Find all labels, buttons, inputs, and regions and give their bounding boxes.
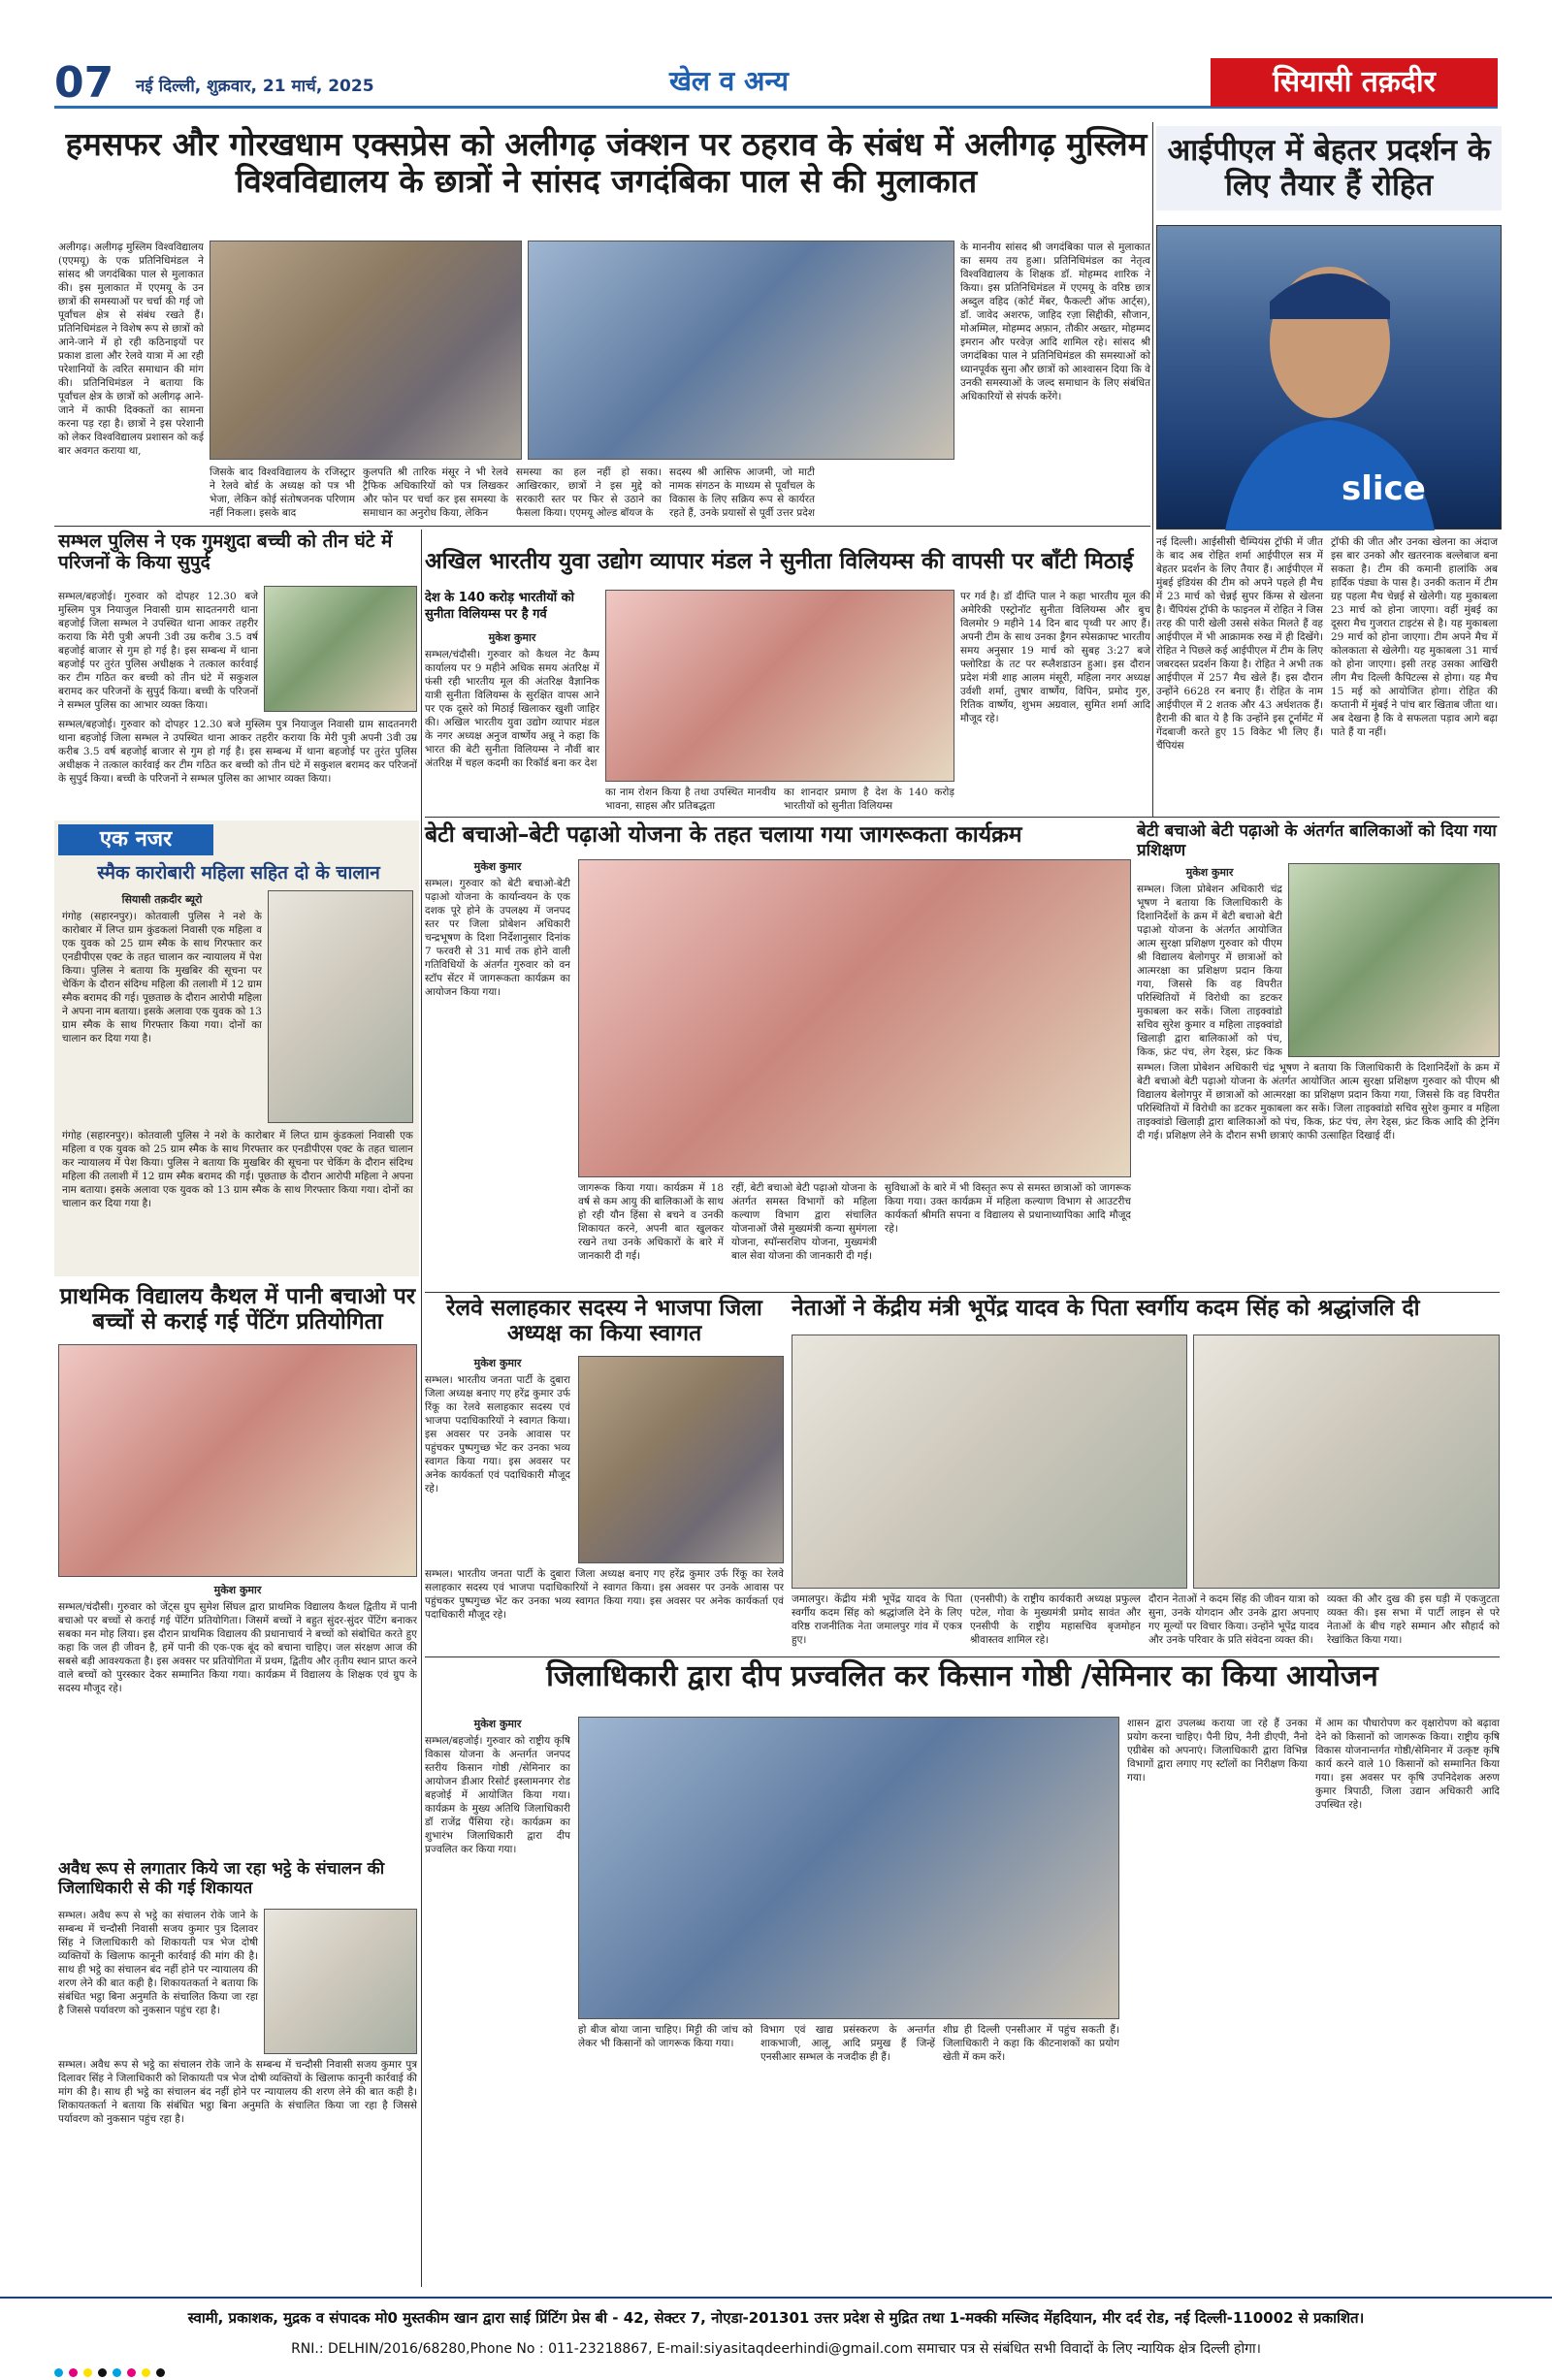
sunita-photo	[605, 590, 954, 782]
column-rule	[1152, 122, 1153, 817]
railway-text-bottom: सम्भल। भारतीय जनता पार्टी के दुबारा जिला अध्यक्ष बनाए गए हरेंद्र कुमार उर्फ रिंकू का रेलवे सलाहकार सदस्य एवं भाजपा पदाधिकारियों ने स्वागत किया। इस अवसर पर उनके आवास पर पहुंचकर पुष्पगुच्छ भेंट कर उनका भव्य स्वागत किया गया। इस अवसर पर अनेक कार्यकर्ता एवं पदाधिकारी मौजूद रहे।	[425, 1568, 784, 1621]
sunita-subhead: देश के 140 करोड़ भारतीयों को सुनीता विलियम्स पर है गर्व	[425, 591, 574, 622]
yellow-mark	[142, 2368, 150, 2377]
amu-photo-1	[210, 241, 522, 460]
sunita-col4: पर गर्व है। डॉ दीप्ति पाल ने कहा भारतीय मूल की अमेरिकी एस्ट्रोनॉट सुनीता विलियम्स और बुच विलमोर 9 महीने 14 दिन बाद पृथ्वी पर आए हैं। अपनी टीम के साथ उनका ड्रैगन स्पेसक्राफ्ट भारतीय समय अनुसार 19 मार्च को सुबह 3:27 बजे फ्लोरिडा के तट पर स्प्लैशडाउन हुआ। इस दौरान प्रदेश मंत्री शाह आलम मंसूरी, महिला नगर अध्यक्ष उर्वशी शर्मा, तुषार वार्ष्णेय, विपिन, प्रमोद गुरु, रितिक वार्ष्णेय, शुभम अग्रवाल, सुमित शर्मा आदि मौजूद रहे।	[960, 591, 1150, 724]
cyan-mark	[113, 2368, 121, 2377]
painting-headline: प्राथमिक विद्यालय कैथल में पानी बचाओ पर बच्चों से कराई गई पेंटिंग प्रतियोगिता	[59, 1284, 416, 1335]
rohit-photo	[1156, 225, 1502, 530]
row-rule	[425, 1292, 1500, 1293]
painting-byline: मुकेश कुमार	[213, 1584, 262, 1596]
row-rule	[425, 1656, 1500, 1657]
beti-col3: रहीं, बेटी बचाओ बेटी पढ़ाओ योजना के अंतर्गत समस्त विभागों को महिला कल्याण विभाग द्वारा संचालित योजनाओं जैसे मुख्यमंत्री कन्या सुमंगला योजना, स्पॉन्सरशिप योजना, मुख्यमंत्री बाल सेवा योजना की जानकारी दी गई।	[731, 1182, 877, 1262]
bhupendra-col4: व्यक्त की और दुख की इस घड़ी में एकजुटता व्यक्त की। इस सभा में पार्टी लाइन से परे नेताओं के बीच गहरे सम्मान और सौहार्द को रेखांकित किया गया।	[1327, 1593, 1500, 1646]
yellow-mark	[83, 2368, 92, 2377]
kisan-headline: जिलाधिकारी द्वारा दीप प्रज्वलित कर किसान गोष्ठी /सेमिनार का किया आयोजन	[546, 1659, 1378, 1693]
bhupendra-headline: नेताओं ने केंद्रीय मंत्री भूपेंद्र यादव के पिता स्वर्गीय कदम सिंह को श्रद्धांजलि दी	[792, 1296, 1420, 1321]
kisan-byline: मुकेश कुमार	[473, 1718, 522, 1730]
row-rule	[54, 526, 1150, 527]
painting-text: सम्भल/चंदौसी। गुरुवार को जेंट्स ग्रुप सुमेश सिंघल द्वारा प्राथमिक विद्यालय कैथल द्वितीय में पानी बचाओ पर बच्चों से कराई गई पेंटिंग प्रतियोगिता। जिसमें बच्चों ने बहुत सुंदर-सुंदर पेंटिंग बनाकर सबका मन मोह लिया। इस दौरान प्राथमिक विद्यालय की प्रधानाचार्य ने बच्चों को संबोधित करते हुए कहा कि जल ही जीवन है, हमें पानी की एक-एक बूंद को बचाना चाहिए। जल संरक्षण आज की सबसे बड़ी आवश्यकता है। इस अवसर पर प्रतियोगिता में प्रथम, द्वितीय और तृतीय स्थान प्राप्त करने वाले बच्चों को पुरस्कार देकर सम्मानित किया गया। कार्यक्रम में विद्यालय के शिक्षक एवं ग्रुप के सदस्य मौजूद रहे।	[58, 1601, 417, 1694]
beti-headline: बेटी बचाओ–बेटी पढ़ाओ योजना के तहत चलाया गया जागरूकता कार्यक्रम	[425, 822, 1022, 848]
beti-training-text-top: सम्भल। जिला प्रोबेशन अधिकारी चंद्र भूषण ने बताया कि जिलाधिकारी के दिशानिर्देशों के क्रम में बेटी बचाओ बेटी पढ़ाओ योजना के अंतर्गत आयोजित आत्म सुरक्षा प्रशिक्षण गुरुवार को पीएम श्री विद्यालय बेलोगपुर में छात्राओं को आत्मरक्षा का प्रशिक्षण प्रदान किया गया, जिससे कि वह विपरीत परिस्थितियों में विरोधी का डटकर मुकाबला कर सकें। जिला ताइक्वांडो सचिव सुरेश कुमार व महिला ताइक्वांडो खिलाड़ी द्वारा बालिकाओं को पंच, किक, फ्रंट पंच, लेग रेड्स, फ्रंट किक	[1137, 884, 1282, 1057]
ek-nazar-headline: स्मैक कारोबारी महिला सहित दो के चालान	[97, 862, 380, 884]
sunita-headline: अखिल भारतीय युवा उद्योग व्यापार मंडल ने सुनीता विलियम्स की वापसी पर बाँटी मिठाई	[425, 549, 1134, 574]
kisan-col6: में आम का पौधारोपण कर वृक्षारोपण को बढ़ावा देने को किसानों को जागरूक किया। राष्ट्रीय कृषि विकास योजनान्तर्गत गोष्ठी/सेमिनार में उत्कृष्ट कृषि कार्य करने वाले 10 किसानों को सम्मानित किया गया। इस अवसर पर कृषि उपनिदेशक अरुण कुमार त्रिपाठी, जिला उद्यान अधिकारी आदि उपस्थित रहे।	[1315, 1718, 1500, 1811]
magenta-mark	[69, 2368, 78, 2377]
amu-col1: अलीगढ़। अलीगढ़ मुस्लिम विश्वविद्यालय (एएमयू) के एक प्रतिनिधिमंडल ने सांसद श्री जगदंबिका पाल से मुलाकात की। इस मुलाकात में एएमयू के उन छात्रों की समस्याओं पर चर्चा की गई जो पूर्वांचल क्षेत्र से संबंध रखते हैं। प्रतिनिधिमंडल ने विशेष रूप से छात्रों को आने-जाने में हो रही कठिनाइयों पर प्रकाश डाला और रेलवे यात्रा में आ रही परेशानियों के त्वरित समाधान की मांग की। प्रतिनिधिमंडल ने बताया कि पूर्वांचल क्षेत्र के छात्रों को अलीगढ़ आने-जाने में काफी दिक्कतों का सामना करना पड़ रहा है। छात्रों ने इस परेशानी को लेकर विश्वविद्यालय प्रशासन को कई बार अवगत कराया था,	[58, 241, 204, 457]
ek-nazar-text: गंगोह (सहारनपुर)। कोतवाली पुलिस ने नशे के कारोबार में लिप्त ग्राम कुंडकलां निवासी एक महिला व एक युवक को 25 ग्राम स्मैक के साथ गिरफ्तार कर एनडीपीएस एक्ट के तहत चालान कर न्यायालय में पेश किया। पुलिस ने बताया कि मुखबिर की सूचना पर चेकिंग के दौरान संदिग्ध महिला की तलाशी में 12 ग्राम स्मैक बरामद की गई। पूछताछ के दौरान आरोपी महिला ने अपना नाम बताया। इसके अलावा एक युवक को 13 ग्राम स्मैक के साथ गिरफ्तार किया गया। दोनों का चालान कर दिया गया है।	[62, 911, 262, 1045]
rohit-headline: आईपीएल में बेहतर प्रदर्शन के लिए तैयार हैं रोहित	[1156, 126, 1502, 210]
bhupendra-col2: (एनसीपी) के राष्ट्रीय कार्यकारी अध्यक्ष प्रफुल्ल पटेल, गोवा के मुख्यमंत्री प्रमोद सावंत और एनसीपी के राष्ट्रीय महासचिव बृजमोहन श्रीवास्तव शामिल रहे।	[970, 1593, 1141, 1646]
bhatta-text-top: सम्भल। अवैध रूप से भट्ठे का संचालन रोके जाने के सम्बन्ध में चन्दौसी निवासी सजय कुमार पुत्र दिलावर सिंह ने जिलाधिकारी को शिकायती पत्र भेज दोषी व्यक्तियों के खिलाफ कानूनी कार्रवाई की मांग की है। साथ ही भट्ठे का संचालन बंद नहीं होने पर न्यायालय की शरण लेने की बात कही है। शिकायतकर्ता ने बताया कि संबंधित भट्ठा बिना अनुमति के संचालित किया जा रहा है जिससे पर्यावरण को नुकसान पहुंच रहा है।	[58, 1910, 258, 2016]
registration-marks	[54, 2363, 1498, 2372]
bhupendra-photo-2	[1193, 1335, 1500, 1589]
railway-headline: रेलवे सलाहकार सदस्य ने भाजपा जिला अध्यक्ष का किया स्वागत	[446, 1296, 762, 1347]
rohit-col1: नई दिल्ली। आईसीसी चैम्पियंस ट्रॉफी में जीत के बाद अब रोहित शर्मा आईपीएल सत्र में बेहतर प्रदर्शन के लिए तैयार हैं। आईपीएल में मुंबई इंडियंस की टीम को अपने पहले ही मैच में 23 मार्च को चेन्नई सुपर किंग्स से खेलना है। चैंपियंस ट्रॉफी के फाइनल में रोहित ने जिस तरह की पारी खेली उससे संकेत मिलते हैं वह आईपीएल में भी आक्रामक रुख में ही दिखेंगे। रोहित ने पिछले कई आईपीएल में टीम के लिए जबरदस्त प्रदर्शन किया है। रोहित ने अभी तक आईपीएल में 257 मैच खेले हैं। इस दौरान उन्होंने 6628 रन बनाए हैं। रोहित के नाम आईपीएल में 2 शतक और 43 अर्धशतक हैं। हैरानी की बात ये है कि उन्होंने इस टूर्नामेंट में गेंदबाजी करते हुए 15 विकेट भी लिए हैं। चैंपियंस	[1156, 536, 1323, 752]
dateline: नई दिल्ली, शुक्रवार, 21 मार्च, 2025	[136, 77, 374, 96]
footer-imprint: स्वामी, प्रकाशक, मुद्रक व संपादक मो0 मुस्तकीम खान द्वारा साई प्रिंटिंग प्रेस बी - 42, सेक्टर 7, नोएडा-201301 उत्तर प्रदेश से मुद्रित तथा 1-मक्की मस्जिद मेंहदियान, मीर दर्द रोड, नई दिल्ली-110002 से प्रकाशित।	[187, 2309, 1365, 2327]
amu-col3: कुलपति श्री तारिक मंसूर ने भी रेलवे ट्रैफिक अधिकारियों को पत्र लिखकर और फोन पर चर्चा कर इस समस्या के समाधान का अनुरोध किया, लेकिन	[363, 466, 508, 519]
railway-byline: मुकेश कुमार	[473, 1357, 522, 1369]
kisan-col2: हो बीज बोया जाना चाहिए। मिट्टी की जांच को लेकर भी किसानों को जागरूक किया गया।	[578, 2024, 753, 2049]
bhupendra-col3: दौरान नेताओं ने कदम सिंह की जीवन यात्रा को सुना, उनके योगदान और उनके द्वारा अपनाए गए मूल्यों पर विचार किया। उन्होंने भूपेंद्र यादव और उनके परिवार के प्रति संवेदना व्यक्त की।	[1148, 1593, 1319, 1646]
bhupendra-col1: जमालपुर। केंद्रीय मंत्री भूपेंद्र यादव के पिता स्वर्गीय कदम सिंह को श्रद्धांजलि देने के लिए वरिष्ठ राजनीतिक नेता जमालपुर गांव में एकत्र हुए।	[792, 1593, 962, 1646]
row-rule	[425, 817, 1500, 818]
beti-training-headline: बेटी बचाओ बेटी पढ़ाओ के अंतर्गत बालिकाओं को दिया गया प्रशिक्षण	[1137, 821, 1497, 860]
kisan-col3: विभाग एवं खाद्य प्रसंस्करण के अन्तर्गत शाकभाजी, आलू, आदि प्रमुख हैं जिन्हें एनसीआर सम्भल के नजदीक ही हैं।	[760, 2024, 935, 2063]
bhatta-text-bottom: सम्भल। अवैध रूप से भट्ठे का संचालन रोके जाने के सम्बन्ध में चन्दौसी निवासी सजय कुमार पुत्र दिलावर सिंह ने जिलाधिकारी को शिकायती पत्र भेज दोषी व्यक्तियों के खिलाफ कानूनी कार्रवाई की मांग की है। साथ ही भट्ठे का संचालन बंद नहीं होने पर न्यायालय की शरण लेने की बात कही है। शिकायतकर्ता ने बताया कि संबंधित भट्ठा बिना अनुमति के संचालित किया जा रहा है जिससे पर्यावरण को नुकसान पहुंच रहा है।	[58, 2059, 417, 2125]
railway-photo	[578, 1356, 784, 1563]
sambhal-text-top: सम्भल/बहजोई। गुरुवार को दोपहर 12.30 बजे मुस्लिम पुत्र नियाजुल निवासी ग्राम सादतनगरी थाना बहजोई जिला सम्भल ने उपस्थित थाना आकर तहरीर कराया कि मेरी पुत्री अपनी 3वी उम्र करीब 3.5 वर्ष बहजोई बाजार से गुम हो गई है। इस सम्बन्ध में थाना बहजोई पर तुरंत पुलिस अधीक्षक ने तत्काल कार्रवाई कर टीम गठित कर बच्ची को तीन घंटे में सकुशल बरामद कर परिजनों के सुपुर्द किया। बच्ची के परिजनों ने सम्भल पुलिस का आभार व्यक्त किया।	[58, 591, 258, 711]
bhatta-headline: अवैध रूप से लगातार किये जा रहा भट्ठे के संचालन की जिलाधिकारी से की गई शिकायत	[58, 1859, 385, 1898]
page-number: 07	[54, 58, 114, 108]
sambhal-text-bottom: सम्भल/बहजोई। गुरुवार को दोपहर 12.30 बजे मुस्लिम पुत्र नियाजुल निवासी ग्राम सादतनगरी थाना बहजोई जिला सम्भल ने उपस्थित थाना आकर तहरीर कराया कि मेरी पुत्री अपनी 3वी उम्र करीब 3.5 वर्ष बहजोई बाजार से गुम हो गई है। इस सम्बन्ध में थाना बहजोई पर तुरंत पुलिस अधीक्षक ने तत्काल कार्रवाई कर टीम गठित कर बच्ची को तीन घंटे में सकुशल बरामद कर परिजनों के सुपुर्द किया। बच्ची के परिजनों ने सम्भल पुलिस का आभार व्यक्त किया।	[58, 719, 417, 785]
railway-text-top: सम्भल। भारतीय जनता पार्टी के दुबारा जिला अध्यक्ष बनाए गए हरेंद्र कुमार उर्फ रिंकू का रेलवे सलाहकार सदस्य एवं भाजपा पदाधिकारियों ने स्वागत किया। इस अवसर पर उनके आवास पर पहुंचकर पुष्पगुच्छ भेंट कर उनका भव्य स्वागत किया गया। इस अवसर पर अनेक कार्यकर्ता एवं पदाधिकारी मौजूद रहे।	[425, 1374, 570, 1495]
kisan-col1: सम्भल/बहजोई। गुरुवार को राष्ट्रीय कृषि विकास योजना के अन्तर्गत जनपद स्तरीय किसान गोष्ठी /सेमिनार का आयोजन डीआर रिसोर्ट इस्लामनगर रोड बहजोई में आयोजित किया गया। कार्यक्रम के मुख्य अतिथि जिलाधिकारी डॉ राजेंद्र पैंसिया रहे। कार्यक्रम का शुभारंभ जिलाधिकारी द्वारा दीप प्रज्वलित कर किया गया।	[425, 1735, 570, 1855]
footer-registration: RNI.: DELHIN/2016/68280,Phone No : 011-23218867, E-mail:siyasitaqdeerhindi@gmail.com समाचार पत्र से संबंधित सभी विवादों के लिए न्यायिक क्षेत्र दिल्ली होगा।	[291, 2341, 1261, 2357]
amu-col2: जिसके बाद विश्वविद्यालय के रजिस्ट्रार ने रेलवे बोर्ड के अध्यक्ष को पत्र भी भेजा, लेकिन कोई संतोषजनक परिणाम नहीं निकला। इसके बाद	[210, 466, 355, 519]
ek-nazar-label: एक नजर	[58, 824, 213, 855]
sunita-byline: मुकेश कुमार	[488, 631, 536, 644]
painting-photo	[58, 1344, 417, 1577]
sambhal-photo	[264, 586, 417, 712]
beti-col1: सम्भल। गुरुवार को बेटी बचाओ-बेटी पढ़ाओ योजना के कार्यान्वयन के एक दशक पूरे होने के उपलक्ष्य में जनपद स्तर पर जिला प्रोबेशन अधिकारी चन्द्रभूषण के दिशा निर्देशानुसार दिनांक 7 फरवरी से 31 मार्च तक होने वाली गतिविधियों के अंतर्गत गुरुवार को वन स्टॉप सेंटर में जागरूकता कार्यक्रम का आयोजन किया गया।	[425, 878, 570, 998]
magenta-mark	[127, 2368, 136, 2377]
sunita-col2: का नाम रोशन किया है तथा उपस्थित मानवीय भावना, साहस और प्रतिबद्धता	[605, 787, 776, 812]
beti-col4: सुविधाओं के बारे में भी विस्तृत रूप से समस्त छात्राओं को जागरूक किया गया। उक्त कार्यक्रम में महिला कल्याण विभाग से आउटरीच कार्यकर्ता श्रीमति सपना व विद्यालय से प्रधानाध्यापिका आदि मौजूद रहे।	[885, 1182, 1131, 1235]
kisan-photo	[578, 1717, 1119, 2019]
beti-photo	[578, 859, 1131, 1177]
beti-col2: जागरूक किया गया। कार्यक्रम में 18 वर्ष से कम आयु की बालिकाओं के साथ हो रही यौन हिंसा से बचने व उनकी शिकायत करने, अपनी बात खुलकर रखने तथा उनके अधिकारों के बारे में जानकारी दी गई।	[578, 1182, 724, 1262]
ek-nazar-byline: सियासी तक़दीर ब्यूरो	[121, 893, 203, 906]
column-rule	[421, 530, 422, 2287]
amu-col6: के माननीय सांसद श्री जगदंबिका पाल से मुलाकात का समय तय हुआ। प्रतिनिधिमंडल का नेतृत्व विश्वविद्यालय के शिक्षक डॉ. मोहम्मद शारिक ने किया। इस प्रतिनिधिमंडल में एएमयू के वरिष्ठ छात्र अब्दुल वहिद (कोर्ट मेंबर, फैकल्टी ऑफ आर्ट्स), डॉ. जावेद अशरफ, जाहिद रज़ा सिद्दीकी, सौजान, मोअम्मिल, मोहम्मद अफ़ान, तौकीर अख्तर, मोहम्मद इमरान और परवेज़ आदि शामिल रहे। सांसद श्री जगदंबिका पाल ने प्रतिनिधिमंडल की समस्याओं को ध्यानपूर्वक सुना और छात्रों को आश्वासन दिया कि वे उनकी समस्याओं के जल्द समाधान के लिए संबंधित अधिकारियों से संपर्क करेंगे।	[960, 241, 1150, 402]
kisan-col4: शीघ्र ही दिल्ली एनसीआर में पहुंच सकती हैं। जिलाधिकारी ने कहा कि कीटनाशकों का प्रयोग खेती में कम करें।	[943, 2024, 1119, 2063]
beti-training-photo	[1288, 863, 1500, 1057]
amu-photo-2	[528, 241, 954, 460]
rohit-col2: ट्रॉफी की जीत और उनका खेलना का अंदाज इस बार उनको और खतरनाक बल्लेबाज बना सकता है। टीम की कमानी हालांकि अब हार्दिक पंड्या के पास है। उनकी कतान में टीम ग्रह पहला मैच चेन्नई से खेलेगी। यह मुकाबला 23 मार्च को होना जाएगा। वहीं मुंबई का दूसरा मैच गुजरात टाइटंस से है। यह मुकाबला 29 मार्च को होना जाएगा। टीम अपने मैच में कोलकाता से खेलेगी। यह मुकाबला 31 मार्च को होना जाएगा। इसी तरह उसका आखिरी लीग मैच दिल्ली कैपिटल्स से होगा। यह मैच 15 मई को आयोजित होगा। रोहित की कप्तानी में मुंबई ने पांच बार खिताब जीता था। अब देखना है कि वे सफलता पड़ाव आगे बढ़ा पाते हैं या नहीं।	[1331, 536, 1498, 738]
jersey-logo: slice	[1342, 469, 1426, 508]
sunita-col3: का शानदार प्रमाण है देश के 140 करोड़ भारतीयों को सुनीता विलियम्स	[784, 787, 954, 812]
brand-banner: सियासी तक़दीर	[1211, 58, 1498, 107]
beti-byline: मुकेश कुमार	[473, 860, 522, 873]
black-mark	[156, 2368, 165, 2377]
section-title: खेल व अन्य	[669, 65, 789, 97]
bhupendra-photo-1	[792, 1335, 1187, 1589]
kisan-col5: शासन द्वारा उपलब्ध कराया जा रहे हैं उनका प्रयोग करना चाहिए। पैनी ग्रिप, नैनी डीएपी, नैनो एग्रीबेस को अपनाएं। जिलाधिकारी द्वारा विभिन्न विभागों द्वारा लगाए गए स्टॉलों का निरीक्षण किया गया।	[1127, 1718, 1308, 1784]
beti-training-byline: मुकेश कुमार	[1185, 866, 1234, 879]
amu-col4: समस्या का हल नहीं हो सका। आखिरकार, छात्रों ने इस मुद्दे को सरकारी स्तर पर फिर से उठाने का फैसला किया। एएमयू ओल्ड बॉयज के	[516, 466, 662, 519]
player-cap	[1270, 273, 1390, 319]
rohit-illustration	[1157, 226, 1503, 531]
amu-headline: हमसफर और गोरखधाम एक्सप्रेस को अलीगढ़ जंक्शन पर ठहराव के संबंध में अलीगढ़ मुस्लिम विश्वविद्यालय के छात्रों ने सांसद जगदंबिका पाल से की मुलाकात	[65, 125, 1148, 200]
sunita-col1: सम्भल/चंदौसी। गुरुवार को कैथल नेट कैम्प कार्यालय पर 9 महीने अधिक समय अंतरिक्ष में फंसी रही भारतीय मूल की अंतरिक्ष वैज्ञानिक यात्री सुनीता विलियम्स के सुरक्षित वापस आने पर एक दूसरे को मिठाई खिलाकर खुशी जाहिर की। अखिल भारतीय युवा उद्योग व्यापार मंडल के नगर अध्यक्ष अनुज वार्ष्णेय अन्नू ने कहा कि भारत की बेटी सुनीता विलियम्स ने नौवीं बार अंतरिक्ष में चहल कदमी का रिकॉर्ड बना कर देश	[425, 649, 599, 769]
cyan-mark	[54, 2368, 63, 2377]
ek-nazar-text-bottom: गंगोह (सहारनपुर)। कोतवाली पुलिस ने नशे के कारोबार में लिप्त ग्राम कुंडकलां निवासी एक महिला व एक युवक को 25 ग्राम स्मैक के साथ गिरफ्तार कर एनडीपीएस एक्ट के तहत चालान कर न्यायालय में पेश किया। पुलिस ने बताया कि मुखबिर की सूचना पर चेकिंग के दौरान संदिग्ध महिला की तलाशी में 12 ग्राम स्मैक बरामद की गई। पूछताछ के दौरान आरोपी महिला ने अपना नाम बताया। इसके अलावा एक युवक को 13 ग्राम स्मैक के साथ गिरफ्तार किया गया। दोनों का चालान कर दिया गया है।	[62, 1130, 413, 1209]
beti-training-text-bottom: सम्भल। जिला प्रोबेशन अधिकारी चंद्र भूषण ने बताया कि जिलाधिकारी के दिशानिर्देशों के क्रम में बेटी बचाओ बेटी पढ़ाओ योजना के अंतर्गत आयोजित आत्म सुरक्षा प्रशिक्षण गुरुवार को पीएम श्री विद्यालय बेलोगपुर में छात्राओं को आत्मरक्षा का प्रशिक्षण प्रदान किया गया, जिससे कि वह विपरीत परिस्थितियों में विरोधी का डटकर मुकाबला कर सकें। जिला ताइक्वांडो सचिव सुरेश कुमार व महिला ताइक्वांडो खिलाड़ी द्वारा बालिकाओं को पंच, किक, फ्रंट पंच, लेग रेड्स, फ्रंट किक आदि की ट्रेनिंग दी गई। प्रशिक्षण लेने के दौरान सभी छात्राएं काफी उत्साहित दिखाई दीं।	[1137, 1062, 1500, 1142]
sambhal-headline: सम्भल पुलिस ने एक गुमशुदा बच्ची को तीन घंटे में परिजनों के किया सुपुर्द	[58, 531, 393, 573]
amu-col5: सदस्य श्री आसिफ आजमी, जो माटी नामक संगठन के माध्यम से पूर्वांचल के विकास के लिए सक्रिय रूप से कार्यरत रहते हैं, उनके प्रयासों से पूर्वी उत्तर प्रदेश	[669, 466, 815, 519]
bhatta-photo	[264, 1909, 417, 2054]
ek-nazar-photo	[268, 890, 413, 1123]
black-mark	[98, 2368, 107, 2377]
